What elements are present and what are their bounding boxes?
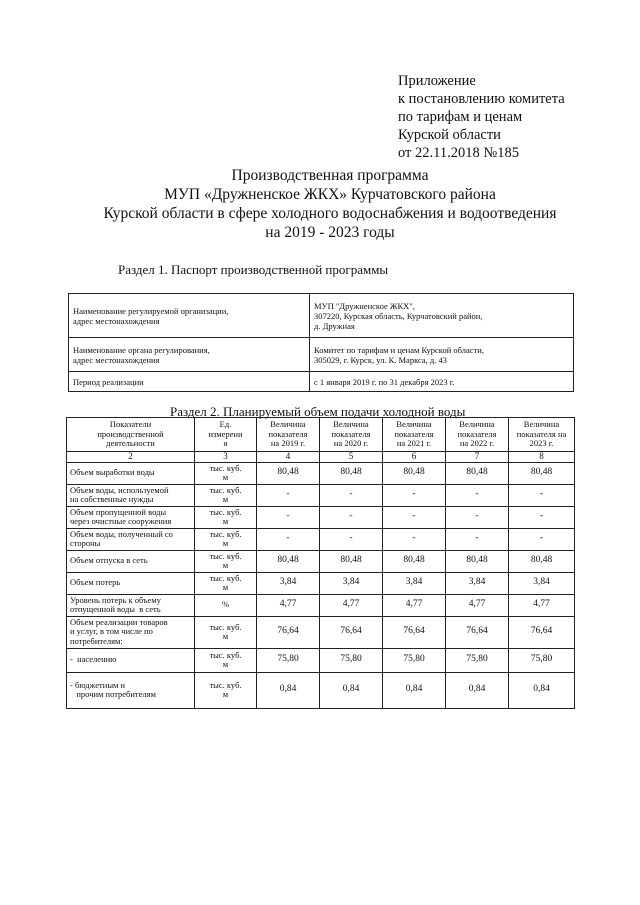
column-header (257, 418, 320, 452)
passport-label (69, 294, 310, 338)
value-cell: 0,84 (257, 672, 320, 708)
value-cell: 3,84 (320, 572, 383, 594)
passport-value (310, 372, 574, 392)
unit-line: тыс. куб. (209, 528, 242, 539)
text-line: с 1 января 2019 г. по 31 декабря 2023 г. (314, 376, 455, 387)
unit-cell (195, 528, 257, 550)
value-cell: 80,48 (446, 550, 509, 572)
header-row (67, 418, 575, 452)
value-cell: 80,48 (446, 462, 509, 484)
column-number: 8 (509, 452, 575, 463)
text-line: адрес местонахождения (73, 315, 160, 326)
value-cell: 76,64 (446, 616, 509, 648)
value-cell: - (509, 484, 575, 506)
value-cell: 76,64 (509, 616, 575, 648)
name-line: отпущенной воды в сеть (70, 604, 161, 614)
text-line: МУП "Дружненское ЖКХ", (314, 300, 415, 311)
header-line: Величина (333, 419, 369, 430)
passport-value (310, 294, 574, 338)
table-row (67, 550, 575, 572)
name-line: на собственные нужды (70, 494, 154, 504)
unit-cell (195, 616, 257, 648)
unit-line: тыс. куб. (209, 550, 242, 561)
unit-cell (195, 594, 257, 616)
unit-cell (195, 550, 257, 572)
name-line: - населению (70, 654, 117, 665)
value-cell: 80,48 (320, 550, 383, 572)
header-line: показателя (331, 428, 371, 439)
header-line: Величина (523, 419, 560, 430)
column-header (383, 418, 446, 452)
section2-heading: Раздел 2. Планируемый объем подачи холодной воды (170, 404, 466, 419)
column-number: 5 (320, 452, 383, 463)
column-header (195, 418, 257, 452)
value-cell: - (320, 484, 383, 506)
name-line: и услуг, в том числе по (70, 626, 153, 637)
unit-line: тыс. куб. (209, 621, 242, 632)
name-line: Объем воды, используемой (70, 484, 169, 495)
column-number: 3 (195, 452, 257, 463)
value-cell: 76,64 (320, 616, 383, 648)
name-line: Объем пропущенной воды (70, 506, 167, 517)
passport-table (68, 293, 574, 392)
header-line: 2023 г. (529, 438, 554, 449)
table-row (67, 506, 575, 528)
value-cell: - (320, 506, 383, 528)
unit-cell (195, 572, 257, 594)
indicator-name (67, 550, 195, 572)
header-line: измерени (208, 428, 243, 439)
appendix-line: Курской области (398, 127, 501, 143)
appendix-block (398, 72, 565, 162)
table-row (67, 528, 575, 550)
unit-line: тыс. куб. (209, 484, 242, 495)
name-line: прочим потребителям (70, 689, 156, 699)
header-line: показателя на (516, 428, 567, 439)
value-cell: 80,48 (383, 550, 446, 572)
value-cell: - (383, 528, 446, 550)
value-cell: 76,64 (383, 616, 446, 648)
name-line: Уровень потерь к объему (70, 594, 161, 605)
name-line: - бюджетным и (70, 679, 126, 690)
title-line: МУП «Дружненское ЖКХ» Курчатовского района (164, 186, 496, 203)
unit-line: м (222, 582, 229, 592)
value-cell: 4,77 (509, 594, 575, 616)
value-cell: 0,84 (383, 672, 446, 708)
unit-line: м (222, 538, 229, 548)
text-line: Комитет по тарифам и ценам Курской области, (314, 344, 484, 355)
unit-line: м (222, 560, 229, 570)
value-cell: 80,48 (383, 462, 446, 484)
table-row (67, 594, 575, 616)
indicator-name (67, 462, 195, 484)
appendix-line: к постановлению комитета (398, 91, 565, 107)
indicator-name (67, 594, 195, 616)
title-line: на 2019 - 2023 годы (265, 224, 395, 241)
header-line: на 2022 г. (459, 438, 495, 449)
value-cell: 80,48 (509, 550, 575, 572)
column-header (509, 418, 575, 452)
unit-line: тыс. куб. (209, 679, 242, 690)
indicator-name (67, 616, 195, 648)
value-cell: 76,64 (257, 616, 320, 648)
value-cell: 4,77 (446, 594, 509, 616)
name-line: потребителям: (70, 635, 123, 646)
passport-label (69, 338, 310, 372)
indicator-name (67, 672, 195, 708)
value-cell: 75,80 (383, 648, 446, 672)
table-row (67, 672, 575, 708)
value-cell: 4,77 (320, 594, 383, 616)
table-row (67, 616, 575, 648)
value-cell: - (509, 506, 575, 528)
indicator-name (67, 484, 195, 506)
text-line: 305029, г. Курск, ул. К. Маркса, д. 43 (314, 354, 447, 365)
title-line: Курской области в сфере холодного водоснабжения и водоотведения (103, 205, 557, 222)
table-body (67, 462, 575, 708)
value-cell: 75,80 (320, 648, 383, 672)
appendix-line: по тарифам и ценам (398, 109, 523, 125)
value-cell: 75,80 (446, 648, 509, 672)
indicator-name (67, 648, 195, 672)
value-cell: 80,48 (257, 462, 320, 484)
value-cell: 75,80 (257, 648, 320, 672)
passport-row (69, 338, 574, 372)
column-header (320, 418, 383, 452)
appendix-line: Приложение (398, 73, 476, 89)
value-cell: 3,84 (509, 572, 575, 594)
passport-label (69, 372, 310, 392)
water-supply-table (66, 417, 575, 709)
column-number: 7 (446, 452, 509, 463)
value-cell: - (320, 528, 383, 550)
value-cell: 0,84 (320, 672, 383, 708)
name-line: Объем реализации товаров (70, 616, 168, 627)
unit-line: тыс. куб. (209, 506, 242, 517)
unit-line: м (222, 689, 229, 699)
header-line: Величина (459, 419, 495, 430)
name-line: через очистные сооружения (70, 516, 172, 526)
value-cell: 80,48 (320, 462, 383, 484)
value-cell: - (257, 506, 320, 528)
header-line: показателя (457, 428, 497, 439)
header-line: Величина (396, 419, 432, 430)
value-cell: - (257, 528, 320, 550)
passport-row (69, 294, 574, 338)
name-line: стороны (70, 538, 101, 548)
value-cell: 3,84 (257, 572, 320, 594)
header-line: я (223, 438, 228, 449)
unit-cell (195, 672, 257, 708)
text-line: 307220, Курская область, Курчатовский район, (314, 310, 483, 321)
header-line: показателя (268, 428, 308, 439)
unit-cell (195, 506, 257, 528)
value-cell: 75,80 (509, 648, 575, 672)
header-line: деятельности (106, 438, 155, 449)
value-cell: - (446, 484, 509, 506)
value-cell: - (257, 484, 320, 506)
value-cell: 4,77 (257, 594, 320, 616)
name-line: Объем потерь (70, 577, 121, 588)
header-line: Показатели (109, 419, 152, 430)
header-line: Величина (270, 419, 306, 430)
indicator-name (67, 528, 195, 550)
unit-line: тыс. куб. (209, 649, 242, 660)
column-header (446, 418, 509, 452)
header-line: показателя (394, 428, 434, 439)
value-cell: - (509, 528, 575, 550)
value-cell: - (446, 528, 509, 550)
indicator-name (67, 506, 195, 528)
indicator-name (67, 572, 195, 594)
table-row (67, 648, 575, 672)
column-number: 6 (383, 452, 446, 463)
text-line: д. Дружная (314, 320, 355, 331)
text-line: Период реализации (73, 376, 144, 387)
unit-line: м (222, 472, 229, 482)
value-cell: 3,84 (446, 572, 509, 594)
unit-cell (195, 462, 257, 484)
header-line: на 2021 г. (396, 438, 432, 449)
unit-line: м (222, 631, 229, 641)
header-line: на 2019 г. (270, 438, 306, 449)
name-line: Объем выработки воды (70, 467, 155, 478)
text-line: Наименование органа регулирования, (73, 344, 210, 355)
value-cell: - (446, 506, 509, 528)
unit-line: % (221, 599, 230, 610)
name-line: Объем отпуска в сеть (70, 555, 148, 566)
header-line: Ед. (219, 419, 232, 430)
unit-line: тыс. куб. (209, 462, 242, 473)
text-line: Наименование регулируемой организации, (73, 305, 229, 316)
passport-value (310, 338, 574, 372)
title-line: Производственная программа (231, 167, 429, 184)
table-row (67, 484, 575, 506)
column-header (67, 418, 195, 452)
value-cell: - (383, 484, 446, 506)
unit-line: м (222, 494, 229, 504)
unit-line: м (222, 659, 229, 669)
value-cell: 4,77 (383, 594, 446, 616)
table-header (67, 418, 575, 463)
table-row (67, 462, 575, 484)
text-line: адрес местонахождения (73, 354, 160, 365)
value-cell: 80,48 (509, 462, 575, 484)
passport-row (69, 372, 574, 392)
unit-cell (195, 484, 257, 506)
column-number: 4 (257, 452, 320, 463)
column-number-row (67, 452, 575, 463)
value-cell: 0,84 (446, 672, 509, 708)
document-title (60, 166, 600, 242)
column-number: 2 (67, 452, 195, 463)
header-line: на 2020 г. (333, 438, 369, 449)
unit-line: тыс. куб. (209, 572, 242, 583)
unit-line: м (222, 516, 229, 526)
header-line: производственной (97, 428, 164, 439)
table-row (67, 572, 575, 594)
unit-cell (195, 648, 257, 672)
value-cell: - (383, 506, 446, 528)
value-cell: 3,84 (383, 572, 446, 594)
value-cell: 0,84 (509, 672, 575, 708)
appendix-line: от 22.11.2018 №185 (398, 145, 519, 161)
name-line: Объем воды, полученный со (70, 528, 173, 539)
section1-heading: Раздел 1. Паспорт производственной программы (118, 262, 389, 277)
value-cell: 80,48 (257, 550, 320, 572)
